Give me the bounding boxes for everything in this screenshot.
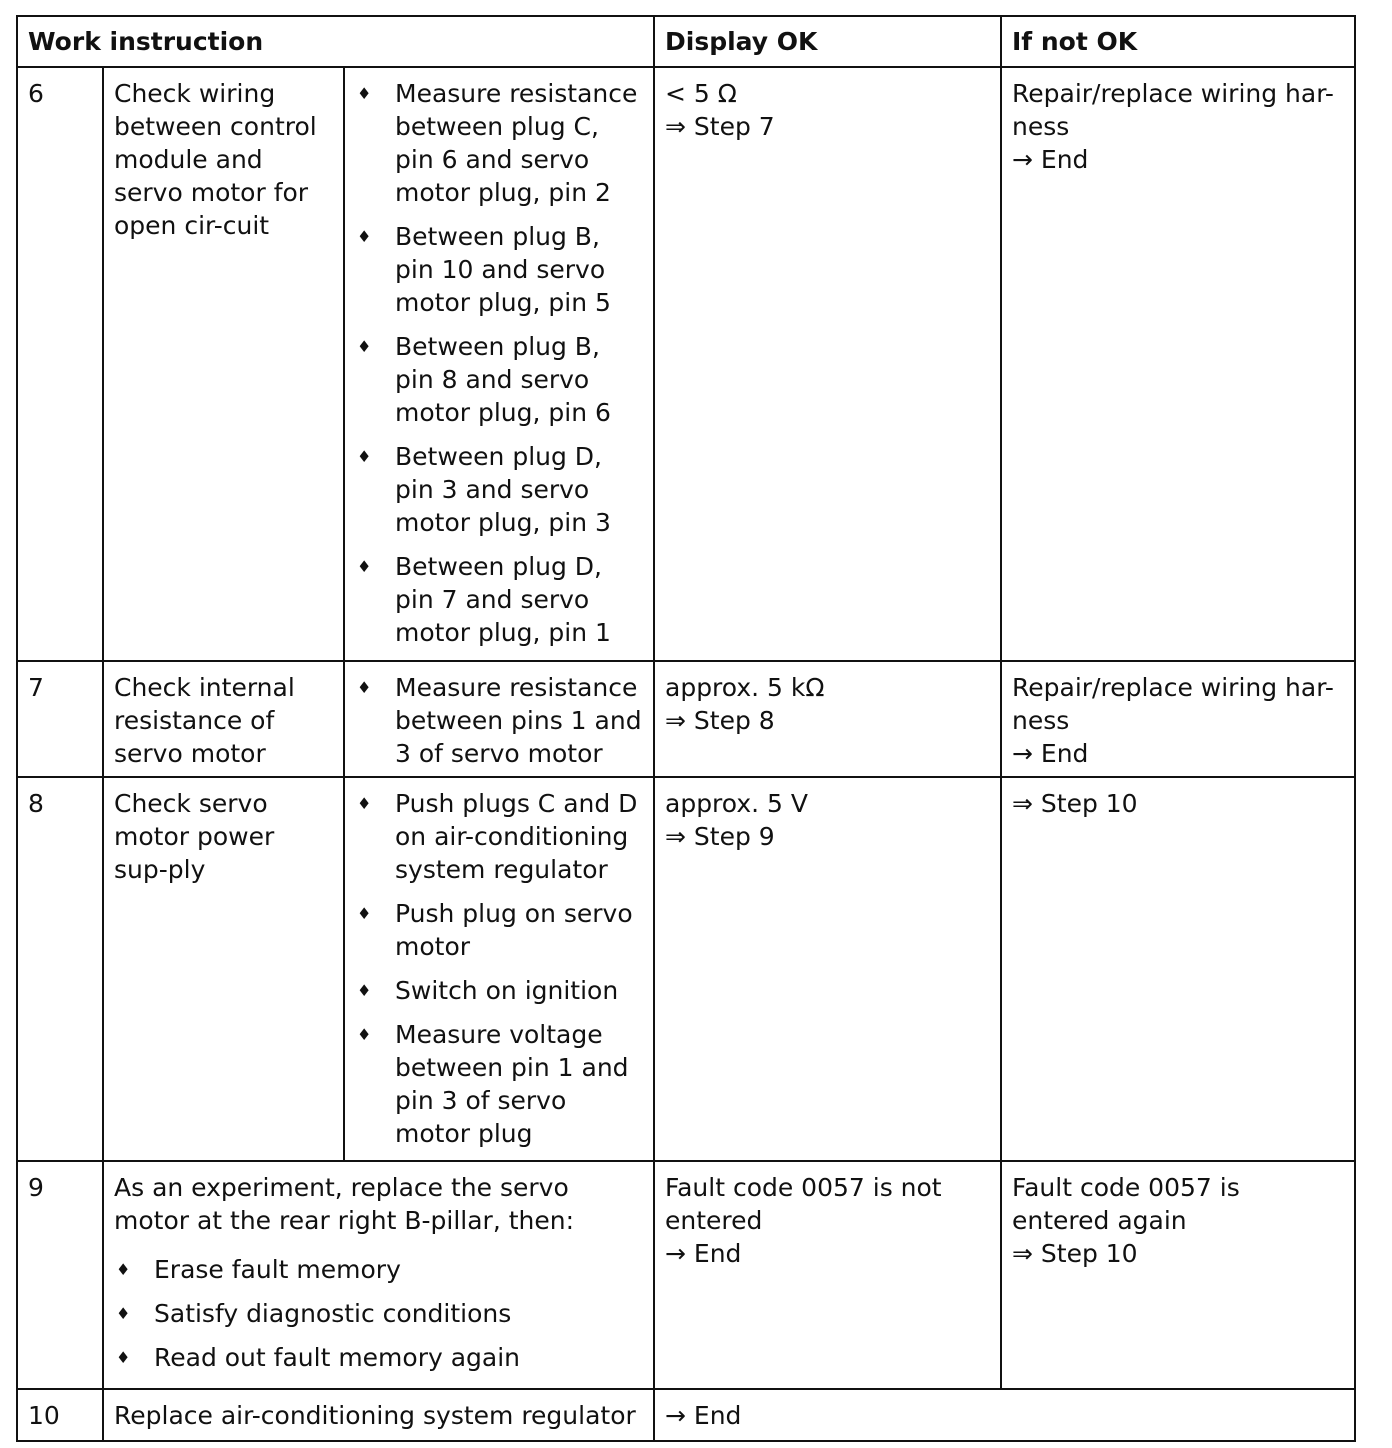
bullet-icon: ♦ xyxy=(357,904,372,923)
work-instruction-table xyxy=(16,15,1356,1442)
step-number: 7 xyxy=(17,661,103,777)
table-row-step-6 xyxy=(17,67,1355,661)
if-not-ok-cell: Fault code 0057 is entered again ⇒ Step 10 xyxy=(1001,1161,1355,1389)
result-cell: → End xyxy=(654,1389,1355,1441)
step-number: 9 xyxy=(17,1161,103,1389)
list-item: ♦ Measure resistance between plug C, pin 6 and servo motor plug, pin 2 xyxy=(357,79,638,207)
work-instruction-header: Work instruction xyxy=(17,16,654,67)
check-description: Check wiring between control module and servo motor for open cir-cuit xyxy=(103,67,344,661)
table-row-step-10 xyxy=(17,1389,1355,1441)
step-number: 6 xyxy=(17,67,103,661)
action-list xyxy=(355,671,643,770)
list-item: ♦ Between plug D, pin 3 and servo motor plug, pin 3 xyxy=(357,442,611,537)
bullet-icon: ♦ xyxy=(357,557,372,576)
header-row xyxy=(17,16,1355,67)
step-number: 8 xyxy=(17,777,103,1161)
bullet-icon: ♦ xyxy=(357,337,372,356)
table-row-step-8 xyxy=(17,777,1355,1161)
bullet-icon: ♦ xyxy=(116,1304,131,1323)
table-row-step-7 xyxy=(17,661,1355,777)
list-item: ♦ Between plug B, pin 10 and servo motor plug, pin 5 xyxy=(357,222,611,317)
bullet-icon: ♦ xyxy=(357,981,372,1000)
display-ok-cell: approx. 5 V ⇒ Step 9 xyxy=(654,777,1001,1161)
bullet-icon: ♦ xyxy=(357,227,372,246)
list-item: ♦ Push plug on servo motor xyxy=(357,899,633,961)
bullet-icon: ♦ xyxy=(357,84,372,103)
if-not-ok-cell: Repair/replace wiring har-ness → End xyxy=(1001,661,1355,777)
bullet-icon: ♦ xyxy=(357,678,372,697)
list-item: ♦ Between plug D, pin 7 and servo motor plug, pin 1 xyxy=(357,552,611,647)
display-ok-cell: < 5 Ω ⇒ Step 7 xyxy=(654,67,1001,661)
list-item: ♦ Between plug B, pin 8 and servo motor plug, pin 6 xyxy=(357,332,611,427)
action-list xyxy=(355,787,643,1150)
if-not-ok-header: If not OK xyxy=(1001,16,1355,67)
display-ok-header: Display OK xyxy=(654,16,1001,67)
action-cell xyxy=(344,661,654,777)
bullet-icon: ♦ xyxy=(116,1348,131,1367)
table-row-step-9 xyxy=(17,1161,1355,1389)
display-ok-cell: Fault code 0057 is not entered → End xyxy=(654,1161,1001,1389)
bullet-icon: ♦ xyxy=(357,794,372,813)
list-item: ♦ Read out fault memory again xyxy=(116,1343,521,1372)
instruction-cell xyxy=(103,1161,654,1389)
bullet-icon: ♦ xyxy=(116,1260,131,1279)
list-item: ♦ Push plugs C and D on air-conditioning system regulator xyxy=(357,789,638,884)
bullet-icon: ♦ xyxy=(357,447,372,466)
bullet-icon: ♦ xyxy=(357,1025,372,1044)
action-cell xyxy=(344,67,654,661)
action-list xyxy=(114,1253,643,1374)
if-not-ok-cell: ⇒ Step 10 xyxy=(1001,777,1355,1161)
list-item: ♦ Switch on ignition xyxy=(357,976,619,1005)
list-item: ♦ Erase fault memory xyxy=(116,1255,401,1284)
instruction-cell: Replace air-conditioning system regulator xyxy=(103,1389,654,1441)
step-number: 10 xyxy=(17,1389,103,1441)
check-description: Check servo motor power sup-ply xyxy=(103,777,344,1161)
action-list xyxy=(355,77,643,649)
list-item: ♦ Measure voltage between pin 1 and pin 3 of servo motor plug xyxy=(357,1020,629,1148)
display-ok-cell: approx. 5 kΩ ⇒ Step 8 xyxy=(654,661,1001,777)
action-cell xyxy=(344,777,654,1161)
check-description: Check internal resistance of servo motor xyxy=(103,661,344,777)
instruction-text: As an experiment, replace the servo motor at the rear right B-pillar, then: xyxy=(114,1173,575,1235)
if-not-ok-cell: Repair/replace wiring har-ness → End xyxy=(1001,67,1355,661)
list-item: ♦ Measure resistance between pins 1 and 3 of servo motor xyxy=(357,673,642,768)
list-item: ♦ Satisfy diagnostic conditions xyxy=(116,1299,512,1328)
